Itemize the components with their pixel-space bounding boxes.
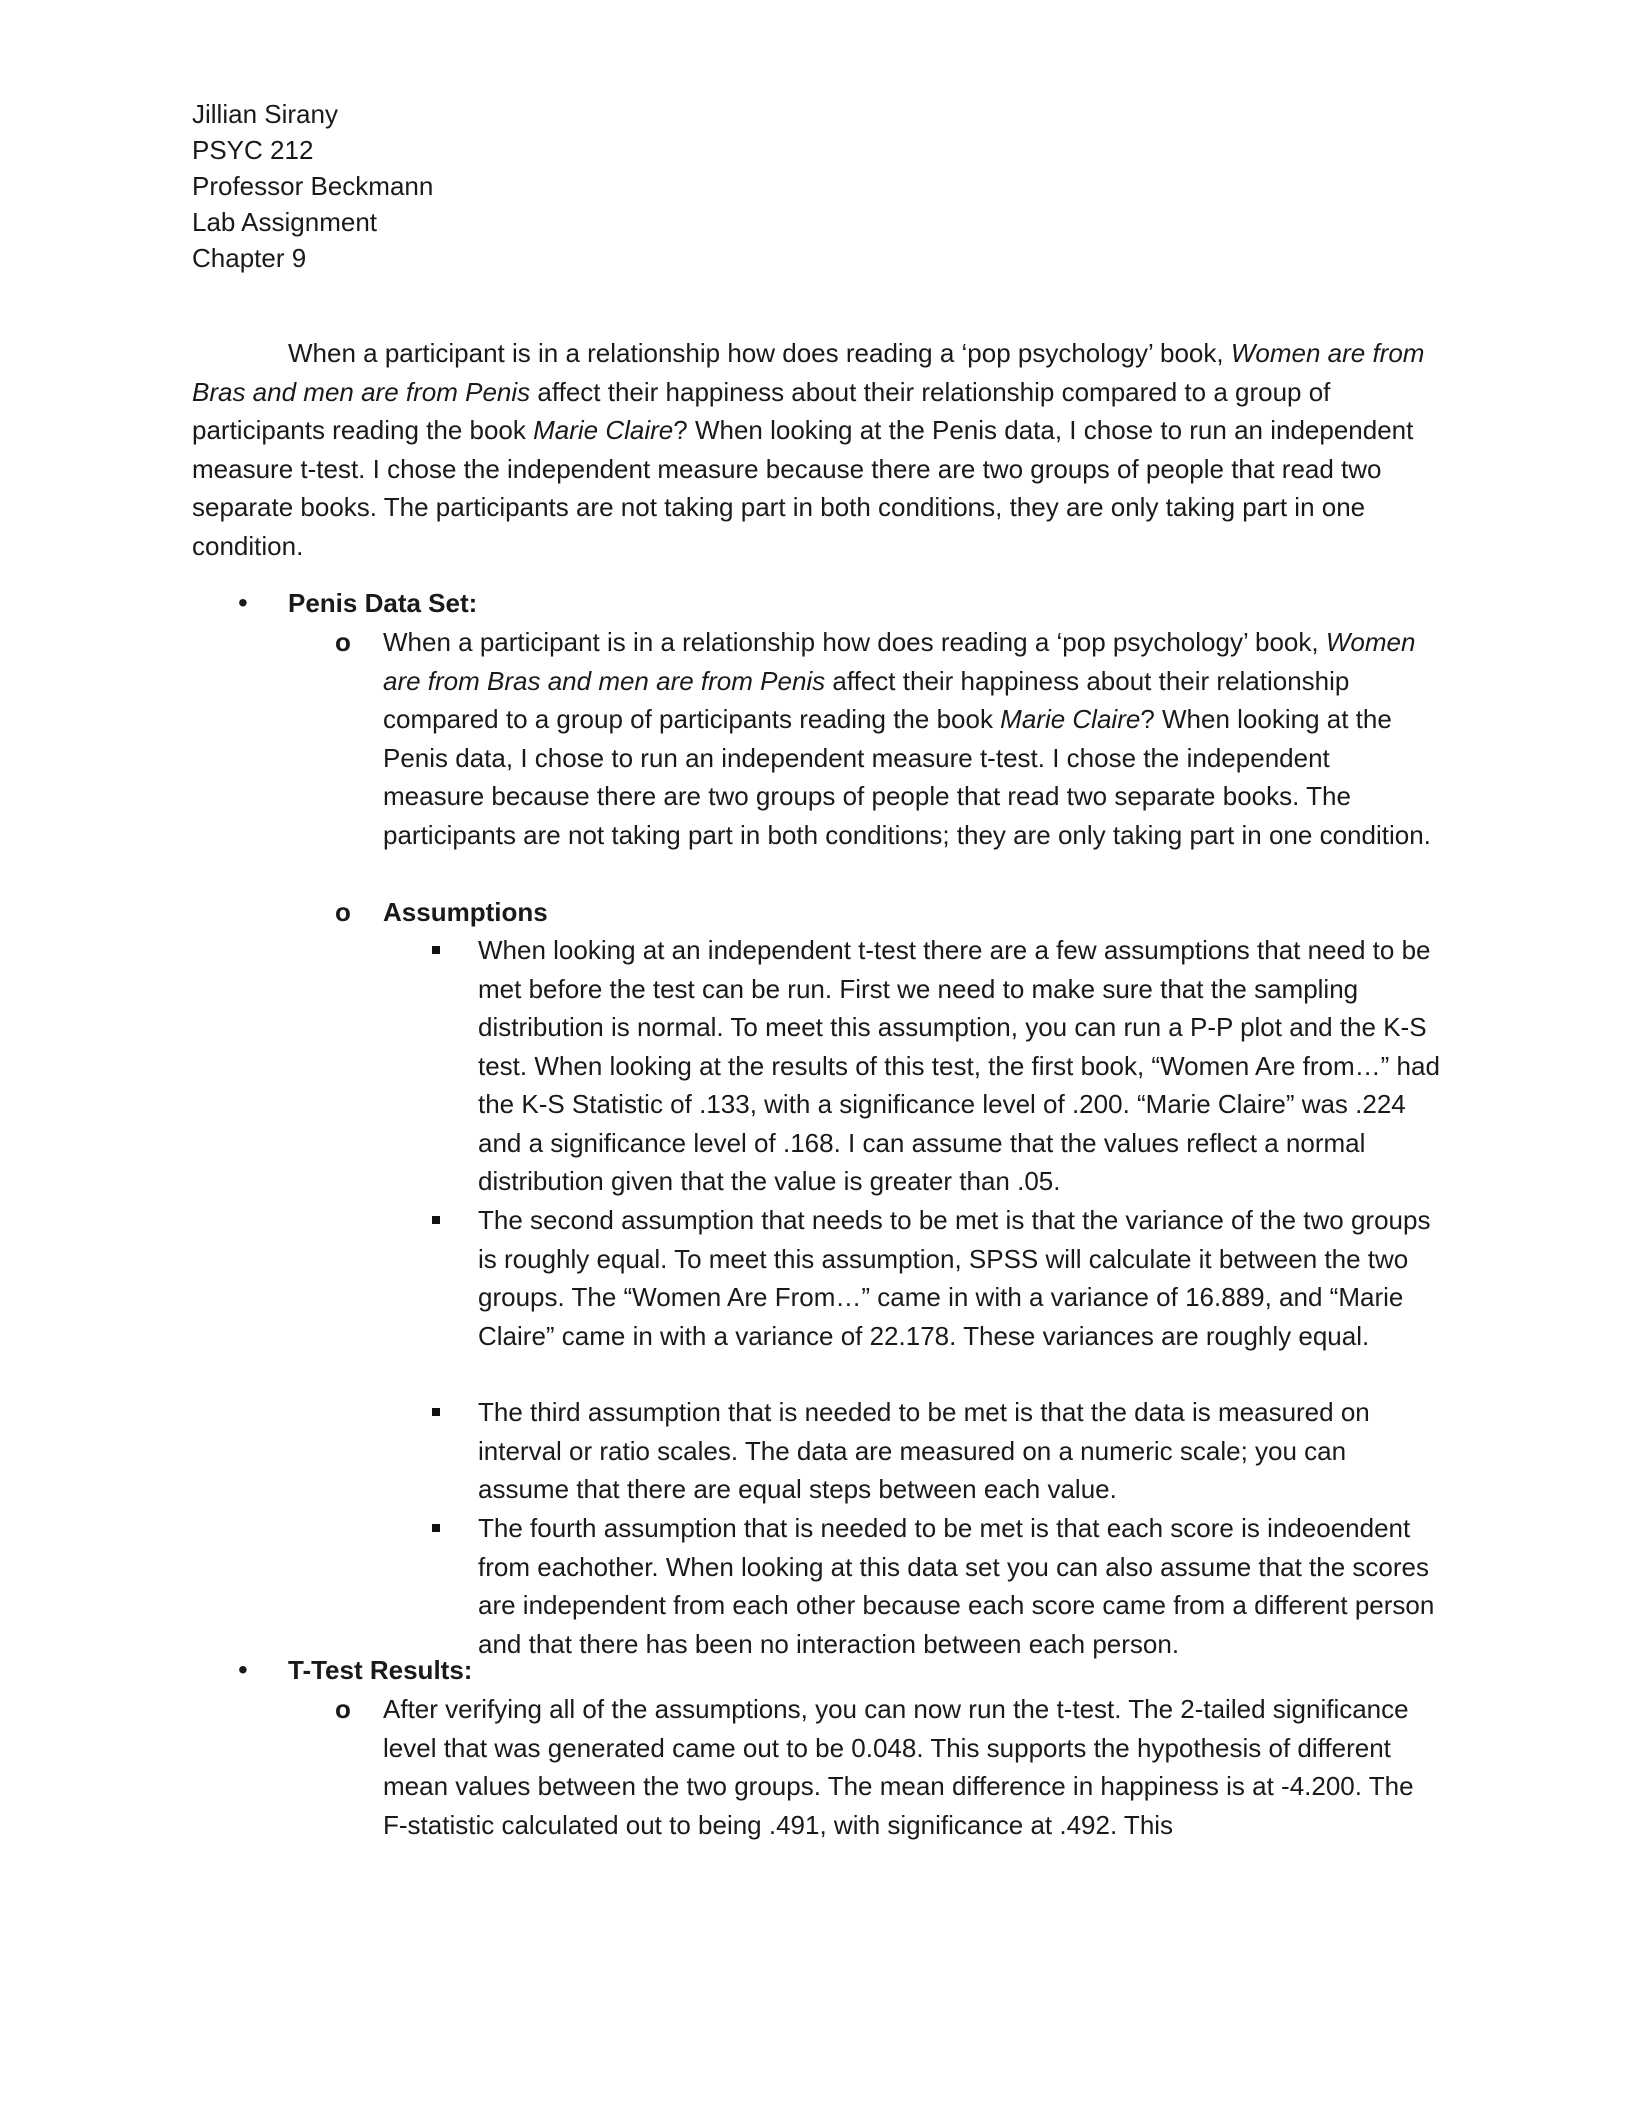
section-heading-ttest: T-Test Results: <box>288 1655 473 1685</box>
bullet-marker: • <box>238 1654 248 1685</box>
intro-book-title-2: Marie Claire <box>533 415 674 445</box>
bullet-marker: • <box>238 587 248 618</box>
chapter-label: Chapter 9 <box>192 243 307 273</box>
intro-book-title-1: Women are from Bras and men are from Penis <box>192 338 1425 407</box>
document-header <box>192 96 433 276</box>
sub-bullet-marker: o <box>335 627 351 657</box>
assumptions-heading: Assumptions <box>383 897 548 927</box>
sub-bullet-marker: o <box>335 1694 351 1724</box>
square-bullet-icon <box>432 1408 440 1416</box>
intro-paragraph <box>192 334 1442 565</box>
intro-text-2: affect their happiness about their relationship compared to a group of participants reading the book <box>192 376 1331 445</box>
square-bullet-icon <box>432 946 440 954</box>
penis-text-2: affect their happiness about their relationship compared to a group of participants reading the book <box>383 665 1350 734</box>
penis-data-paragraph <box>383 623 1433 854</box>
assumption-text: When looking at an independent t-test there are a few assumptions that need to be met before the test can be run. First we need to make sure that the sampling distribution is normal. To meet this assumption, you can run a P-P plot and the K-S test. When looking at the results of this test, the first book, “Women Are from…” had the K-S Statistic of .133, with a significance level of .200. “Marie Claire” was .224 and a significance level of .168. I can assume that the values reflect a normal distribution given that the value is greater than .05. <box>478 935 1440 1196</box>
intro-text-1: When a participant is in a relationship how does reading a ‘pop psychology’ book, <box>288 338 1231 368</box>
ttest-paragraph: After verifying all of the assumptions, you can now run the t-test. The 2-tailed significance level that was generated came out to be 0.048. This supports the hypothesis of different mean values between the two groups. The mean difference in happiness is at -4.200. The F-statistic calculated out to being .491, with significance at .492. This <box>383 1694 1414 1840</box>
square-bullet-icon <box>432 1524 440 1532</box>
sub-bullet-marker: o <box>335 897 351 927</box>
professor-name: Professor Beckmann <box>192 171 434 201</box>
penis-text-1: When a participant is in a relationship how does reading a ‘pop psychology’ book, <box>383 627 1326 657</box>
section-heading-penis-data: Penis Data Set: <box>288 588 478 618</box>
penis-book-title-1: Women are from Bras and men are from Penis <box>383 627 1416 696</box>
course-code: PSYC 212 <box>192 135 314 165</box>
penis-text-3: ? When looking at the Penis data, I chose to run an independent measure t-test. I chose the independent measure because there are two groups of people that read two separate books. The participants are not taking part in both conditions; they are only taking part in one condition. <box>383 704 1431 850</box>
assumption-text: The second assumption that needs to be met is that the variance of the two groups is roughly equal. To meet this assumption, SPSS will calculate it between the two groups. The “Women Are From…” came in with a variance of 16.889, and “Marie Claire” came in with a variance of 22.178. These variances are roughly equal. <box>478 1205 1431 1351</box>
assumption-text: The fourth assumption that is needed to be met is that each score is indeoendent from eachother. When looking at this data set you can also assume that the scores are independent from each other because each score came from a different person and that there has been no interaction between each person. <box>478 1513 1435 1659</box>
intro-text-3: ? When looking at the Penis data, I chose to run an independent measure t-test. I chose the independent measure because there are two groups of people that read two separate books. The participants are not taking part in both conditions, they are only taking part in one condition. <box>192 415 1414 561</box>
assumption-text: The third assumption that is needed to be met is that the data is measured on interval or ratio scales. The data are measured on a numeric scale; you can assume that there are equal steps between each value. <box>478 1397 1370 1504</box>
assignment-title: Lab Assignment <box>192 207 378 237</box>
author-name: Jillian Sirany <box>192 99 338 129</box>
penis-book-title-2: Marie Claire <box>1000 704 1141 734</box>
square-bullet-icon <box>432 1216 440 1224</box>
